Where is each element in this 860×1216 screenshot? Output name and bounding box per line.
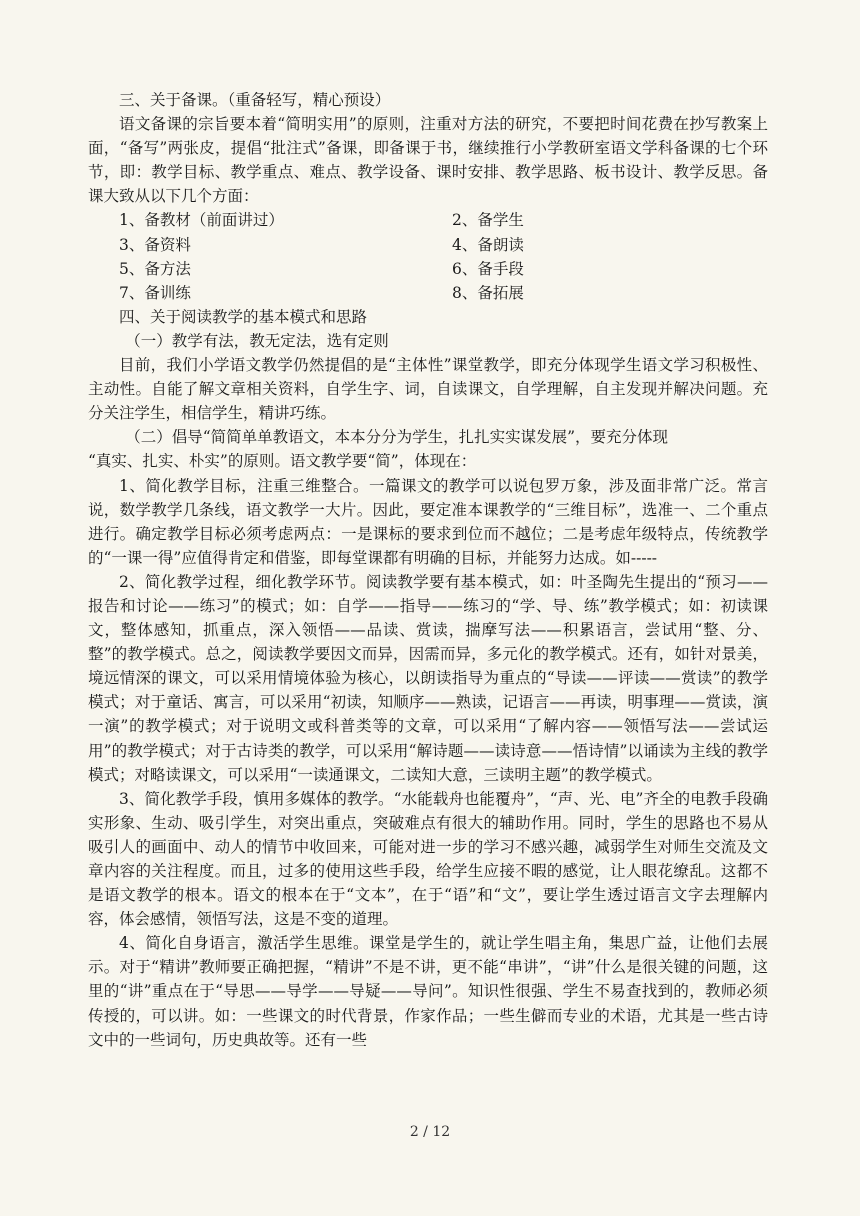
document-body <box>88 88 768 1052</box>
paragraph-point-4: 4、简化自身语言，激活学生思维。课堂是学生的，就让学生唱主角，集思广益，让他们去展示。对于“精讲”教师要正确把握，“精讲”不是不讲，更不能“串讲”，“讲”什么是很关键的问题，这里的“讲”重点在于“导思——导学——导疑——导问”。知识性很强、学生不易查找到的，教师必须传授的，可以讲。如：一些课文的时代背景，作家作品；一些生僻而专业的术语，尤其是一些古诗文中的一些词句，历史典故等。还有一些 <box>88 934 768 1049</box>
prep-item-list <box>88 208 768 304</box>
prep-item-right: 8、备拓展 <box>452 283 524 302</box>
prep-item-left: 5、备方法 <box>119 259 191 278</box>
paragraph-lesson-prep: 语文备课的宗旨要本着“简明实用”的原则，注重对方法的研究，不要把时间花费在抄写教案上面，“备写”两张皮，提倡“批注式”备课，即备课于书，继续推行小学教研室语文学科备课的七个环节，即：教学目标、教学重点、难点、教学设备、课时安排、教学思路、板书设计、教学反思。备课大致从以下几个方面： <box>88 115 768 206</box>
list-item <box>88 281 768 305</box>
paragraph-subsection-1: 目前，我们小学语文教学仍然提倡的是“主体性”课堂教学，即充分体现学生语文学习积极性、主动性。自能了解文章相关资料，自学生字、词，自读课文，自学理解，自主发现并解决问题。充分关注学生，相信学生，精讲巧练。 <box>88 356 768 423</box>
prep-item-left: 3、备资料 <box>119 235 191 254</box>
page-number: 2 / 12 <box>409 1124 451 1140</box>
prep-item-right: 2、备学生 <box>452 211 524 230</box>
section-heading-3: 三、关于备课。（重备轻写，精心预设） <box>119 91 391 109</box>
prep-item-right: 4、备朗读 <box>452 235 524 254</box>
prep-item-left: 7、备训练 <box>119 283 191 302</box>
list-item <box>88 208 768 232</box>
paragraph-point-2: 2、简化教学过程，细化教学环节。阅读教学要有基本模式，如：叶圣陶先生提出的“预习——报告和讨论——练习”的模式；如：自学——指导——练习的“学、导、练”教学模式；如：初读课文，整体感知，抓重点，深入领悟——品读、赏读，揣摩写法——积累语言，尝试用“整、分、整”的教学模式。总之，阅读教学要因文而异，因需而异，多元化的教学模式。还有，如针对景美，境远情深的课文，可以采用情境体验为核心，以朗读指导为重点的“导读——评读——赏读”的教学模式；对于童话、寓言，可以采用“初读，知顺序——熟读，记语言——再读，明事理——赏读，演一演”的教学模式；对于说明文或科普类等的文章，可以采用“了解内容——领悟写法——尝试运用”的教学模式；对于古诗类的教学，可以采用“解诗题——读诗意——悟诗情”以诵读为主线的教学模式；对略读课文，可以采用“一读通课文，二读知大意，三读明主题”的教学模式。 <box>88 572 768 784</box>
subsection-heading-2-continued: “真实、扎实、朴实”的原则。语文教学要“简”，体现在： <box>88 452 477 471</box>
prep-item-left: 1、备教材（前面讲过） <box>119 211 284 230</box>
paragraph-point-1: 1、简化教学目标，注重三维整合。一篇课文的教学可以说包罗万象，涉及面非常广泛。常言说，数学教学几条线，语文教学一大片。因此，要定准本课教学的“三维目标”，选准一、二个重点进行。确定教学目标必须考虑两点：一是课标的要求到位而不越位；二是考虑年级特点，传统教学的“一课一得”应值得肯定和借鉴，即每堂课都有明确的目标，并能努力达成。如----- <box>88 476 768 567</box>
section-heading-4: 四、关于阅读教学的基本模式和思路 <box>119 307 368 326</box>
list-item <box>88 233 768 257</box>
paragraph-point-3: 3、简化教学手段，慎用多媒体的教学。“水能载舟也能覆舟”，“声、光、电”齐全的电教手段确实形象、生动、吸引学生，对突出重点，突破难点有很大的辅助作用。同时，学生的思路也不易从吸引人的画面中、动人的情节中收回来，可能对进一步的学习不感兴趣，减弱学生对师生交流及文章内容的关注程度。而且，过多的使用这些手段，给学生应接不暇的感觉，让人眼花缭乱。这都不是语文教学的根本。语文的根本在于“文本”，在于“语”和“文”，要让学生透过语言文字去理解内容，体会感情，领悟写法，这是不变的道理。 <box>88 789 768 929</box>
subsection-heading-1: （一）教学有法，教无定法，选有定则 <box>125 331 389 350</box>
prep-item-right: 6、备手段 <box>452 259 524 278</box>
subsection-heading-2: （二）倡导“简简单单教语文，本本分分为学生，扎扎实实谋发展”，要充分体现 <box>125 428 669 447</box>
list-item <box>88 257 768 281</box>
